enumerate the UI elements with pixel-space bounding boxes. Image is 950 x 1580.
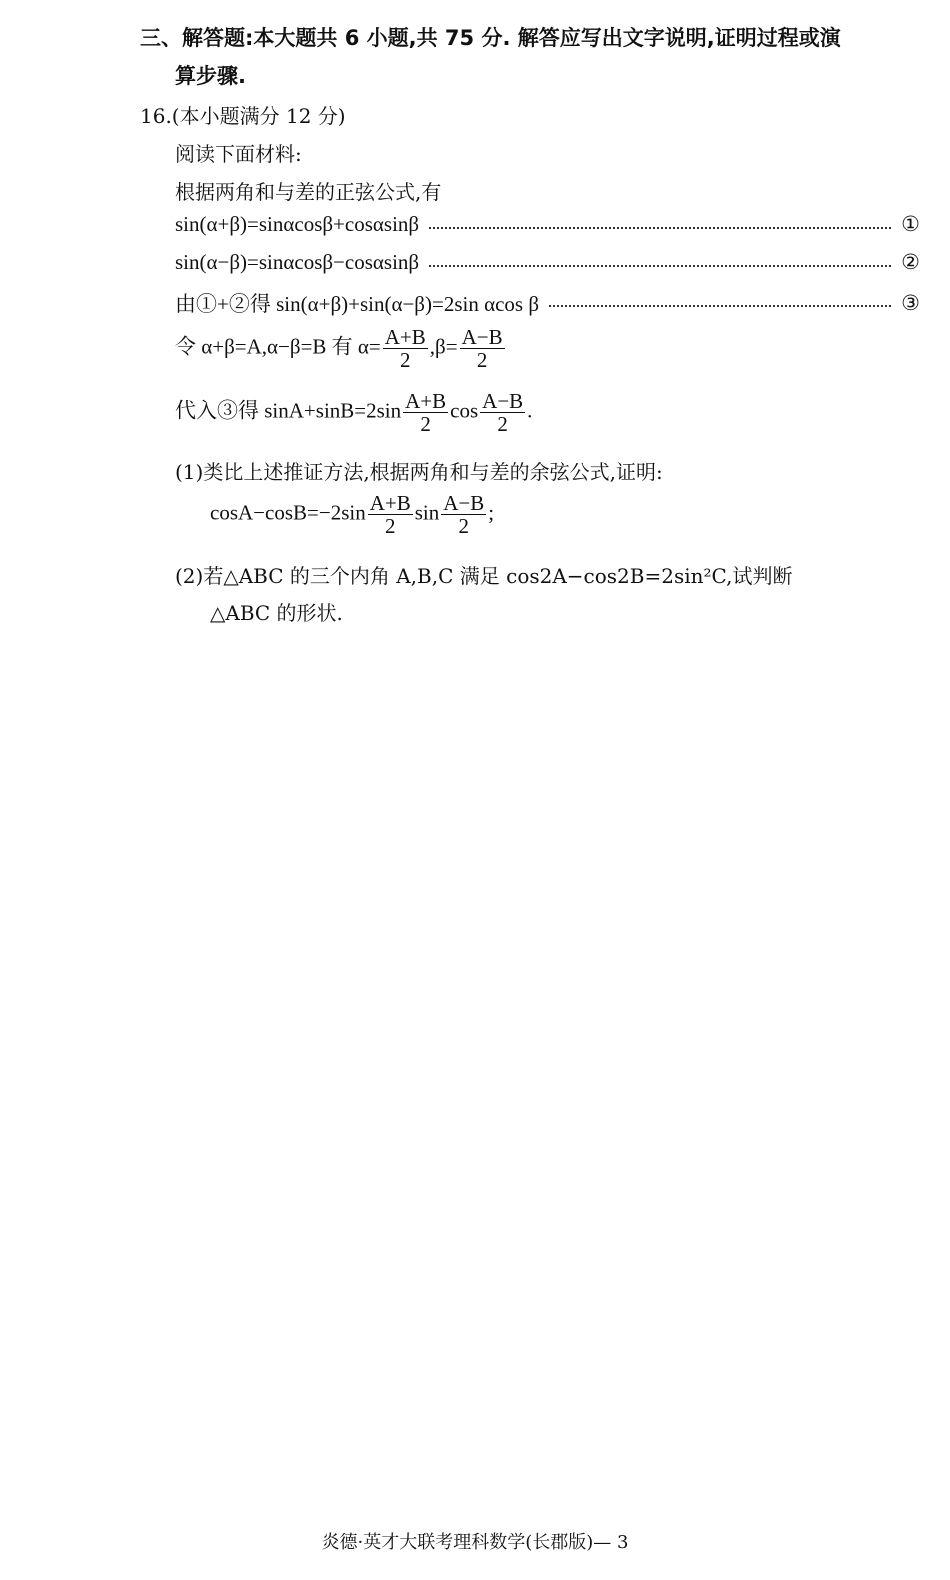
fraction-denominator: 2 <box>420 412 431 436</box>
part2-line2: △ABC 的形状. <box>210 601 343 625</box>
fraction-numerator: A−B <box>443 491 485 515</box>
fraction-denominator: 2 <box>400 348 411 372</box>
part1-middle: sin <box>414 500 440 525</box>
fraction <box>460 326 505 371</box>
leader-dots <box>549 305 891 307</box>
equation-2-text: sin(α−β)=sinαcosβ−cosαsinβ <box>175 250 420 274</box>
equation-3-marker: ③ <box>901 290 920 315</box>
equation-1-text: sin(α+β)=sinαcosβ+cosαsinβ <box>175 212 420 236</box>
fraction-denominator: 2 <box>384 514 396 538</box>
intro-line2: 根据两角和与差的正弦公式,有 <box>175 180 442 204</box>
fraction-denominator: 2 <box>458 514 469 538</box>
intro-line1: 阅读下面材料: <box>175 142 302 166</box>
equation-3-text: 由①+②得 sin(α+β)+sin(α−β)=2sin αcos β <box>175 292 540 316</box>
sub-end: . <box>527 398 533 423</box>
section-title-line1: 三、解答题:本大题共 6 小题,共 75 分. 解答应写出文字说明,证明过程或演 <box>140 26 841 50</box>
part1-prompt: (1)类比上述推证方法,根据两角和与差的余弦公式,证明: <box>175 460 663 484</box>
equation-2 <box>175 250 920 275</box>
let-middle: ,β= <box>429 334 458 359</box>
substitution-line <box>175 326 507 371</box>
equation-3 <box>175 288 920 318</box>
sub-prefix: 代入③得 sinA+sinB=2sin <box>175 398 402 423</box>
leader-dots <box>429 227 891 229</box>
fraction-numerator: A+B <box>369 491 411 515</box>
fraction <box>441 492 486 537</box>
section-title-line2: 算步骤. <box>175 64 246 88</box>
fraction <box>403 390 448 435</box>
fraction-numerator: A+B <box>405 389 447 413</box>
fraction-numerator: A−B <box>461 325 503 349</box>
page-footer: 炎德·英才大联考理科数学(长郡版)— 3 <box>321 1532 629 1553</box>
problem-header: 16.(本小题满分 12 分) <box>140 104 346 128</box>
equation-1 <box>175 212 920 237</box>
equation-1-marker: ① <box>901 212 920 236</box>
fraction-denominator: 2 <box>497 412 508 436</box>
fraction-numerator: A−B <box>482 389 524 413</box>
sub-middle: cos <box>450 398 479 423</box>
equation-2-marker: ② <box>901 250 920 274</box>
fraction <box>368 492 413 537</box>
fraction-numerator: A+B <box>384 325 426 349</box>
leader-dots <box>429 265 891 267</box>
part1-formula <box>210 492 494 537</box>
part1-prefix: cosA−cosB=−2sin <box>210 500 366 525</box>
fraction <box>480 390 525 435</box>
derived-formula-line <box>175 390 532 435</box>
part2-line1: (2)若△ABC 的三个内角 A,B,C 满足 cos2A−cos2B=2sin²C,试判断 <box>175 564 793 588</box>
fraction <box>383 326 428 371</box>
let-prefix: 令 α+β=A,α−β=B 有 α= <box>175 334 381 359</box>
fraction-denominator: 2 <box>476 348 488 372</box>
part1-end: ; <box>488 500 495 525</box>
